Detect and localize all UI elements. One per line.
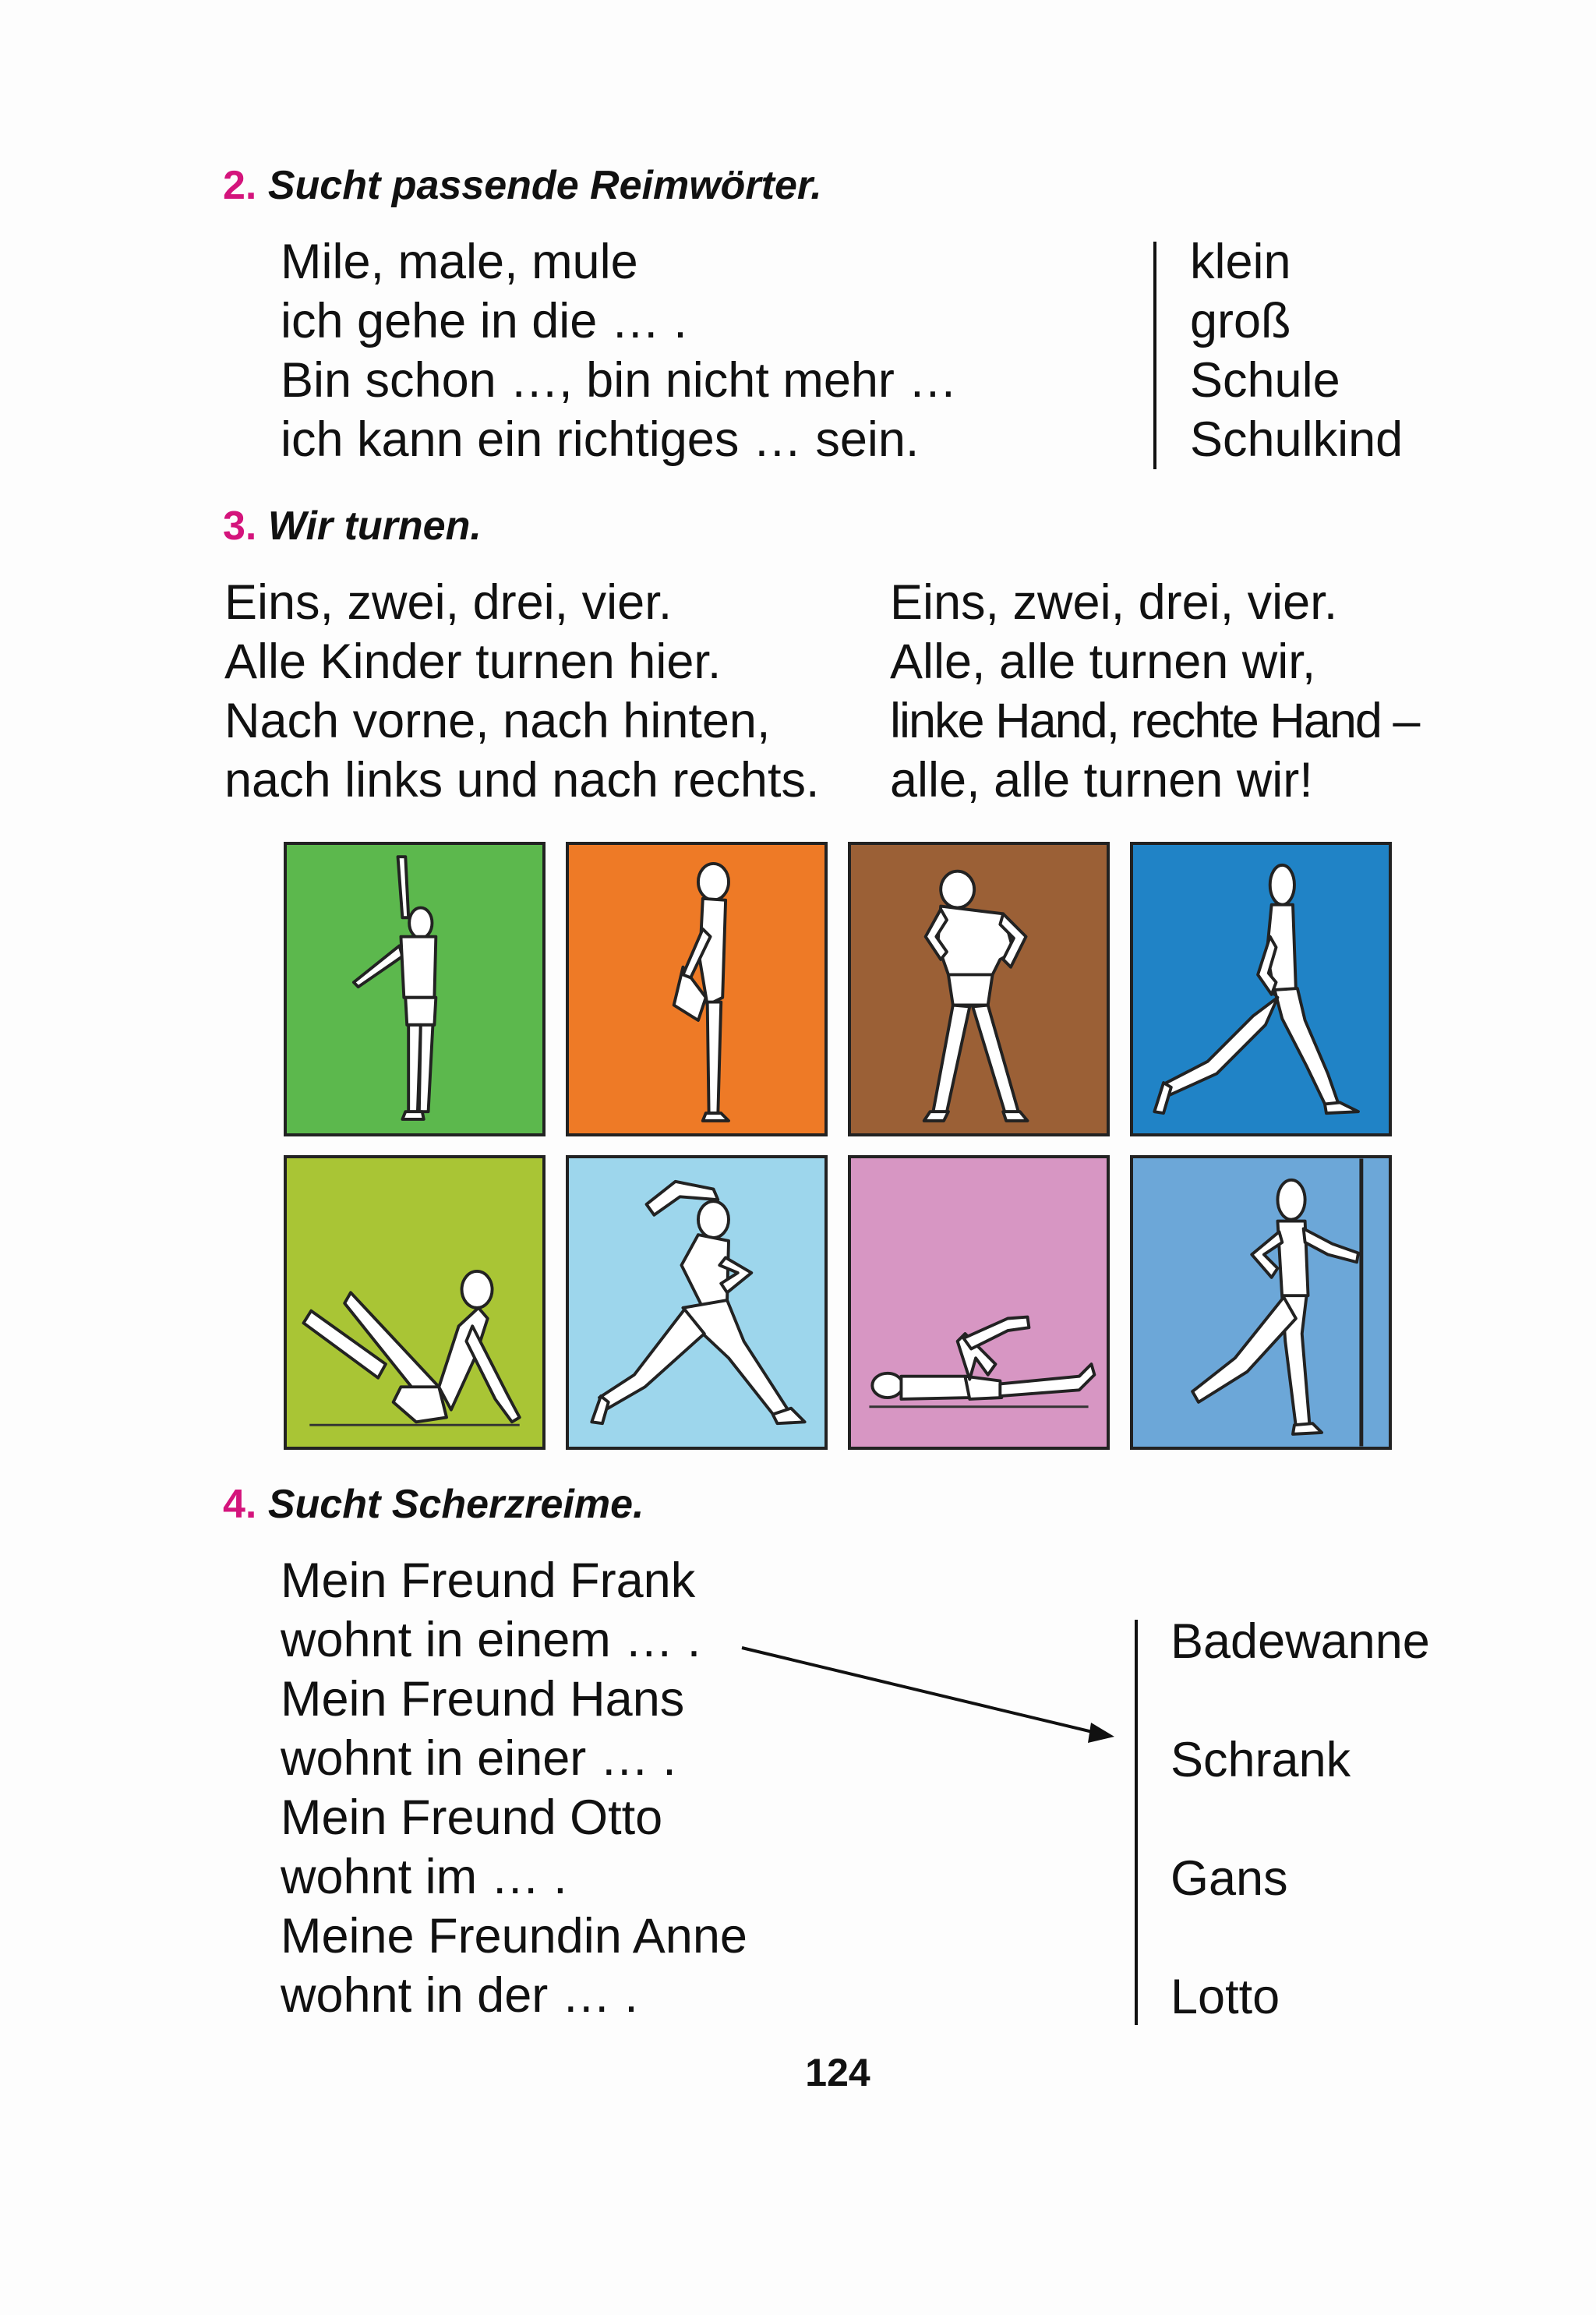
figure-standing-quad-stretch: [569, 845, 824, 1133]
figure-hands-on-hips-bend: [851, 845, 1107, 1133]
figure-side-bend-lunge: [569, 1158, 824, 1447]
page-number: 124: [805, 2051, 870, 2094]
exercise-3-number: 3.: [223, 504, 257, 549]
figure-forward-lunge: [1133, 845, 1389, 1133]
figure-wall-leg-swing: [1133, 1158, 1389, 1447]
exercise-3-title: Wir turnen.: [267, 504, 482, 549]
exercise-tile-side-bend: [848, 842, 1110, 1136]
exercise-4-title: Sucht Scherzreime.: [267, 1482, 644, 1527]
verse-line: Meine Freundin Anne: [281, 1909, 747, 1963]
verse-line: Mein Freund Frank: [281, 1553, 696, 1608]
verse-line: Eins, zwei, drei, vier.: [890, 575, 1338, 630]
exercise-4-word-list: [1171, 1612, 1430, 2027]
exercise-4-heading: [223, 1481, 644, 1528]
verse-line: ich kann ein richtiges … sein.: [281, 412, 920, 467]
exercise-3-verse-right: [890, 573, 1418, 810]
verse-line: Nach vorne, nach hinten,: [224, 694, 771, 748]
exercise-tile-side-lunge: [566, 1155, 828, 1450]
exercise-tile-arm-raised: [284, 842, 546, 1136]
word-option: Schulkind: [1190, 412, 1404, 467]
exercise-2-verse: [281, 232, 957, 469]
exercise-4-verse: [281, 1551, 747, 2025]
word-option: Schrank: [1171, 1733, 1351, 1787]
verse-line: Alle, alle turnen wir,: [890, 634, 1316, 689]
exercise-2-number: 2.: [223, 163, 257, 208]
verse-line: nach links und nach rechts.: [224, 753, 820, 808]
exercise-tile-leg-raise: [848, 1155, 1110, 1450]
word-list-divider: [1153, 242, 1156, 469]
exercise-tile-leg-swing: [1130, 1155, 1392, 1450]
verse-line: Alle Kinder turnen hier.: [224, 634, 722, 689]
verse-line: Eins, zwei, drei, vier.: [224, 575, 673, 630]
verse-line: wohnt in einer … .: [281, 1731, 676, 1786]
verse-line: linke Hand, rechte Hand –: [890, 694, 1419, 748]
verse-line: wohnt in der … .: [281, 1968, 638, 2023]
exercise-2-title: Sucht passende Reimwörter.: [267, 163, 822, 208]
word-option: klein: [1190, 235, 1291, 289]
word-option: groß: [1190, 294, 1291, 348]
exercise-4-number: 4.: [223, 1482, 257, 1527]
exercise-3-verse-left: [224, 573, 819, 810]
exercise-2-word-list: [1190, 232, 1403, 469]
verse-line: wohnt im … .: [281, 1850, 567, 1904]
verse-line: ich gehe in die … .: [281, 294, 687, 348]
word-option: Schule: [1190, 353, 1340, 408]
verse-line: Bin schon …, bin nicht mehr …: [281, 353, 958, 408]
verse-line: wohnt in einem … .: [281, 1613, 701, 1667]
exercise-3-heading: [223, 503, 482, 550]
verse-line: Mile, male, mule: [281, 235, 638, 289]
exercise-tile-lunge: [1130, 842, 1392, 1136]
exercise-2-heading: [223, 162, 822, 209]
exercise-illustrations-grid: [284, 842, 1390, 1450]
word-option: Badewanne: [1171, 1614, 1430, 1669]
verse-line: Mein Freund Hans: [281, 1672, 685, 1727]
figure-arm-raised-stretch: [287, 845, 542, 1133]
example-arrow: [733, 1629, 1122, 1746]
word-option: Lotto: [1171, 1970, 1280, 2024]
figure-lying-leg-raise: [851, 1158, 1107, 1447]
verse-line: Mein Freund Otto: [281, 1790, 663, 1845]
exercise-tile-v-sit: [284, 1155, 546, 1450]
verse-line: alle, alle turnen wir!: [890, 753, 1313, 808]
word-option: Gans: [1171, 1851, 1288, 1906]
word-list-divider: [1135, 1620, 1138, 2025]
exercise-tile-quad-stretch: [566, 842, 828, 1136]
figure-v-sit-balance: [287, 1158, 542, 1447]
